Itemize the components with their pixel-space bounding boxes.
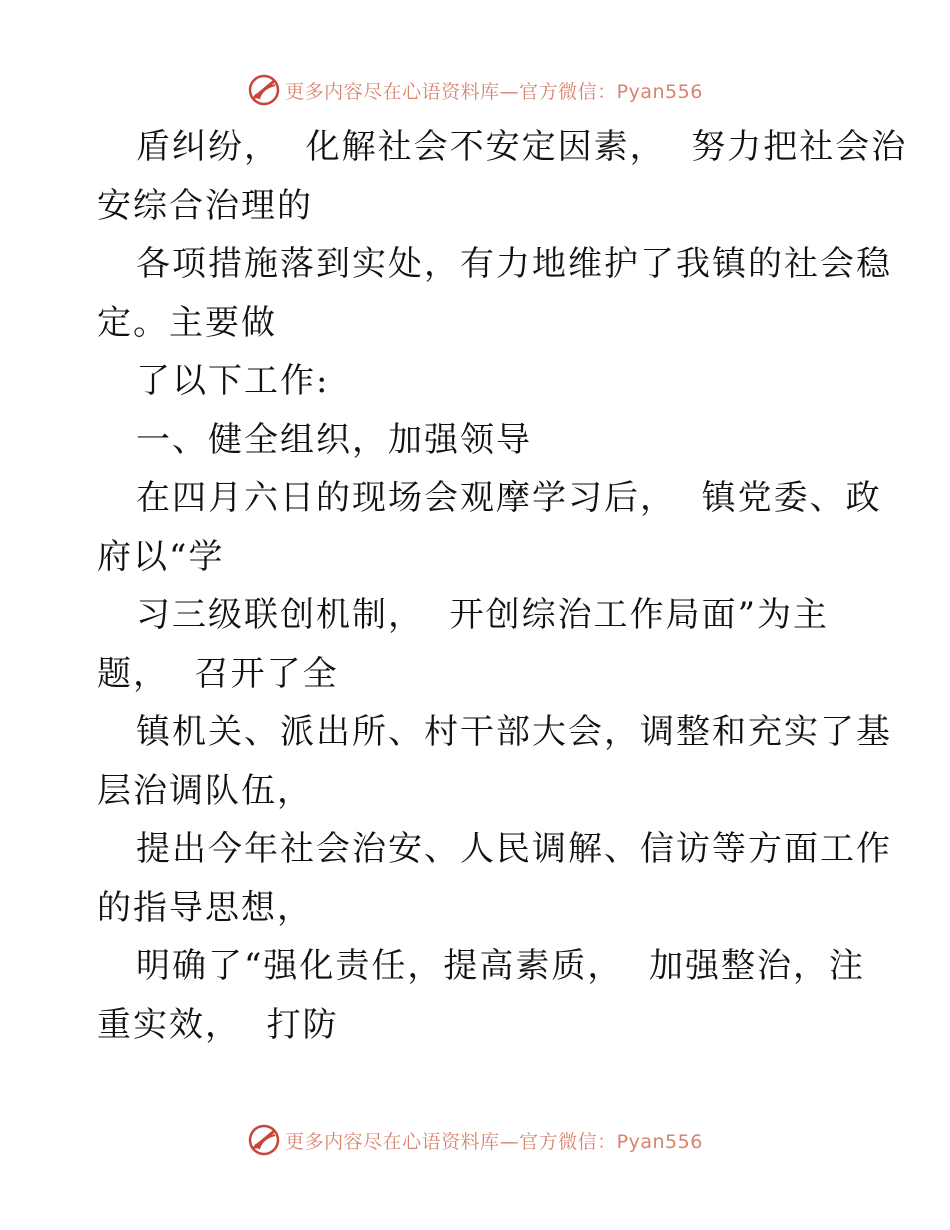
- quill-logo-icon: [247, 1123, 281, 1157]
- text-line: 一、健全组织，加强领导: [136, 419, 532, 460]
- text-line: 镇机关、派出所、村干部大会，调整和充实了基: [136, 712, 892, 752]
- text-line: 的指导思想，: [97, 887, 313, 928]
- document-body: [97, 118, 908, 1054]
- text-line: 在四月六日的现场会观摩学习后， 镇党委、政: [136, 478, 882, 518]
- text-line: 盾纠纷， 化解社会不安定因素， 努力把社会治: [136, 127, 908, 167]
- text-line: 重实效， 打防: [97, 1004, 339, 1045]
- text-line: 层治调队伍，: [97, 770, 313, 811]
- quill-logo-icon: [247, 73, 281, 107]
- watermark-header: [0, 70, 950, 110]
- text-line: 府以“学: [97, 536, 225, 577]
- text-line: 提出今年社会治安、人民调解、信访等方面工作: [136, 829, 892, 869]
- text-line: 定。主要做: [97, 302, 277, 343]
- text-line: 了以下工作:: [136, 361, 330, 401]
- watermark-text: 更多内容尽在心语资料库—官方微信：Pyan556: [285, 80, 703, 103]
- watermark-footer: [0, 1120, 950, 1160]
- text-line: 明确了“强化责任，提高素质， 加强整治，注: [136, 946, 865, 986]
- text-line: 习三级联创机制， 开创综治工作局面”为主: [136, 595, 829, 635]
- text-line: 题， 召开了全: [97, 653, 339, 694]
- watermark-text: 更多内容尽在心语资料库—官方微信：Pyan556: [285, 1130, 703, 1153]
- text-line: 安综合治理的: [97, 185, 313, 226]
- text-line: 各项措施落到实处，有力地维护了我镇的社会稳: [136, 244, 892, 284]
